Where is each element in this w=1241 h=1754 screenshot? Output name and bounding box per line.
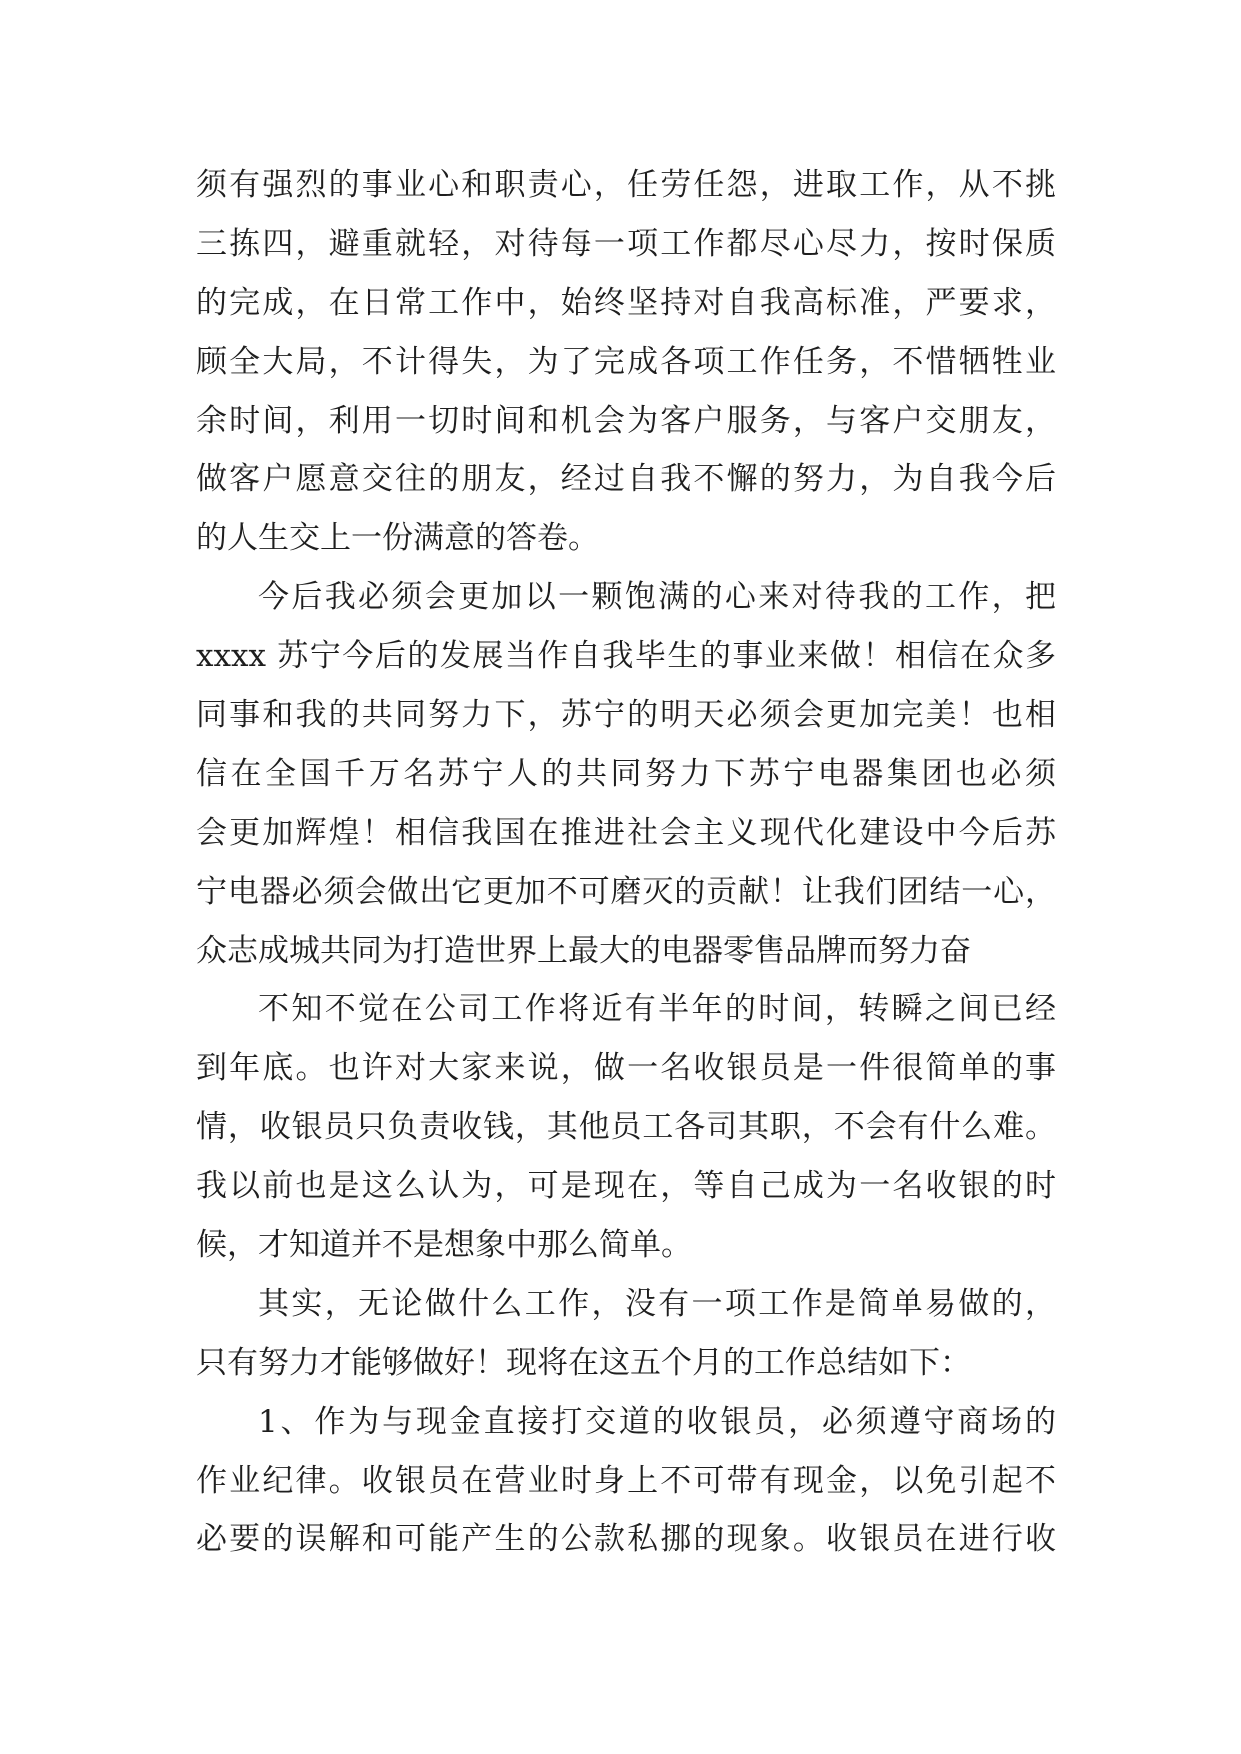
text-line: 不知不觉在公司工作将近有半年的时间，转瞬之间已经 bbox=[258, 991, 1056, 1028]
document-body bbox=[196, 156, 1056, 1569]
text-line: 顾全大局，不计得失，为了完成各项工作任务，不惜牺牲业 bbox=[196, 343, 1056, 380]
text-line: 今后我必须会更加以一颗饱满的心来对待我的工作，把 bbox=[258, 579, 1056, 616]
text-line: 候，才知道并不是想象中那么简单。 bbox=[196, 1227, 692, 1264]
text-line: 的人生交上一份满意的答卷。 bbox=[196, 520, 599, 557]
text-line: 信在全国千万名苏宁人的共同努力下苏宁电器集团也必须 bbox=[196, 755, 1056, 792]
text-line: 必要的误解和可能产生的公款私挪的现象。收银员在进行收 bbox=[196, 1521, 1056, 1558]
text-line: 到年底。也许对大家来说，做一名收银员是一件很简单的事 bbox=[196, 1050, 1056, 1087]
text-line: 宁电器必须会做出它更加不可磨灭的贡献！让我们团结一心， bbox=[196, 873, 1056, 910]
text-line: 同事和我的共同努力下，苏宁的明天必须会更加完美！也相 bbox=[196, 697, 1056, 734]
text-line: 须有强烈的事业心和职责心，任劳任怨，进取工作，从不挑 bbox=[196, 167, 1056, 203]
text-line: 的完成，在日常工作中，始终坚持对自我高标准，严要求， bbox=[196, 284, 1056, 321]
text-line: 会更加辉煌！相信我国在推进社会主义现代化建设中今后苏 bbox=[196, 814, 1056, 851]
text-line: 其实，无论做什么工作，没有一项工作是简单易做的， bbox=[258, 1285, 1056, 1322]
text-line: 余时间，利用一切时间和机会为客户服务，与客户交朋友， bbox=[196, 402, 1056, 439]
text-line: 三拣四，避重就轻，对待每一项工作都尽心尽力，按时保质 bbox=[196, 225, 1056, 262]
text-line: 我以前也是这么认为，可是现在，等自己成为一名收银的时 bbox=[196, 1168, 1056, 1205]
text-line: 做客户愿意交往的朋友，经过自我不懈的努力，为自我今后 bbox=[196, 461, 1056, 498]
text-line: 1、作为与现金直接打交道的收银员，必须遵守商场的 bbox=[258, 1403, 1056, 1440]
text-line: 众志成城共同为打造世界上最大的电器零售品牌而努力奋 bbox=[196, 932, 971, 969]
text-line: 情，收银员只负责收钱，其他员工各司其职，不会有什么难。 bbox=[196, 1109, 1056, 1146]
text-line: xxxx 苏宁今后的发展当作自我毕生的事业来做！相信在众多 bbox=[196, 638, 1056, 675]
text-line: 作业纪律。收银员在营业时身上不可带有现金，以免引起不 bbox=[196, 1462, 1056, 1499]
text-line: 只有努力才能够做好！现将在这五个月的工作总结如下： bbox=[196, 1344, 971, 1381]
